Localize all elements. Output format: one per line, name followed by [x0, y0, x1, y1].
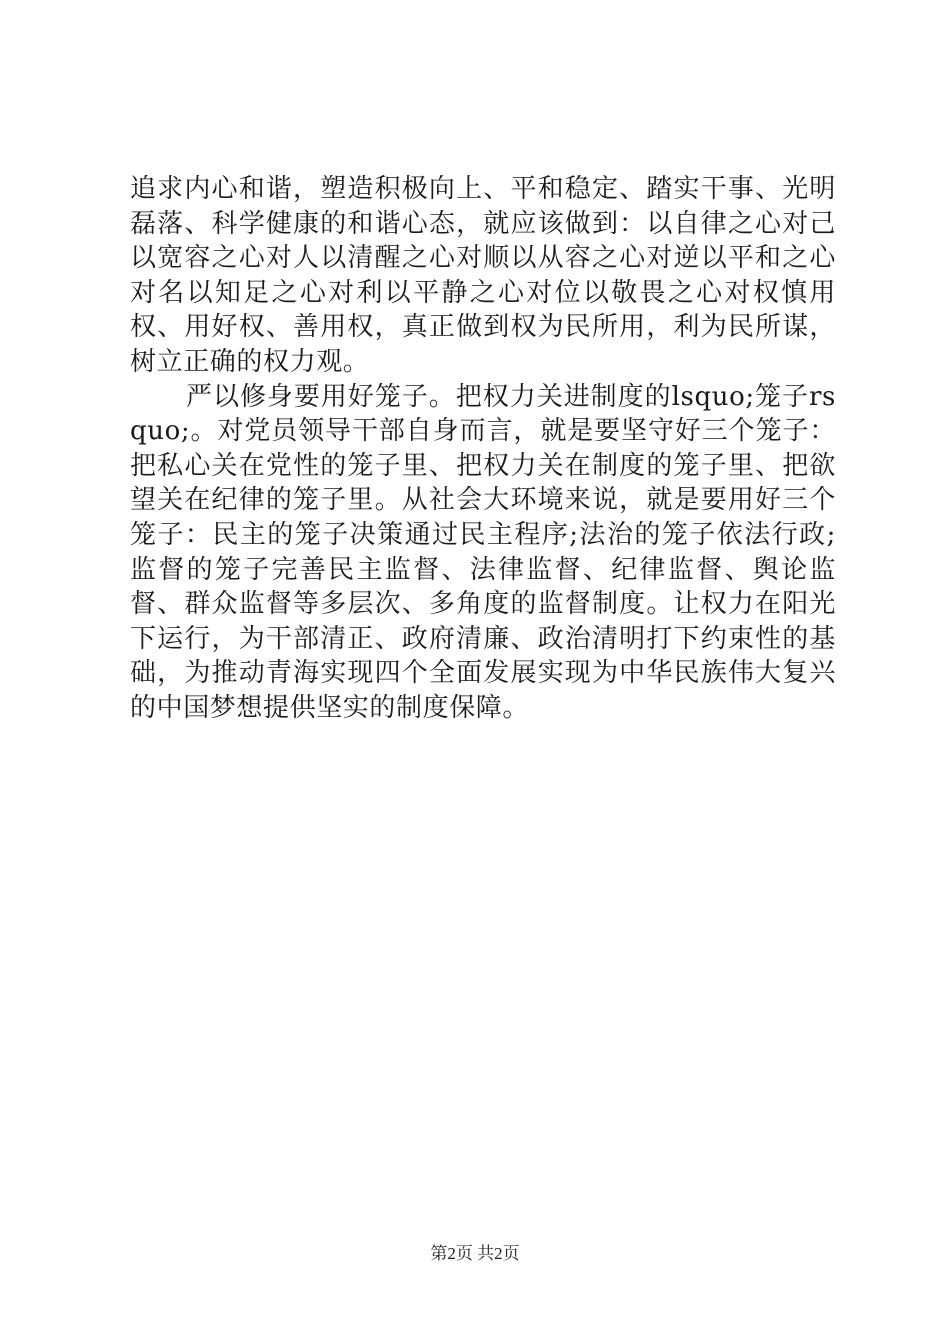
document-body — [130, 172, 836, 726]
paragraph-continued: 追求内心和谐，塑造积极向上、平和稳定、踏实干事、光明磊落、科学健康的和谐心态，就应该做到：以自律之心对己以宽容之心对人以清醒之心对顺以从容之心对逆以平和之心对名以知足之心对利以平静之心对位以敬畏之心对权慎用权、用好权、善用权，真正做到权为民所用，利为民所谋，树立正确的权力观。 — [130, 174, 836, 377]
paragraph-cage: 严以修身要用好笼子。把权力关进制度的lsquo;笼子rsquo;。对党员领导干部自身而言，就是要坚守好三个笼子：把私心关在党性的笼子里、把权力关在制度的笼子里、把欲望关在纪律的笼子里。从社会大环境来说，就是要用好三个笼子：民主的笼子决策通过民主程序;法治的笼子依法行政;监督的笼子完善民主监督、法律监督、纪律监督、舆论监督、群众监督等多层次、多角度的监督制度。让权力在阳光下运行，为干部清正、政府清廉、政治清明打下约束性的基础，为推动青海实现四个全面发展实现为中华民族伟大复兴的中国梦想提供坚实的制度保障。 — [130, 381, 836, 723]
page-number-footer: 第2页 共2页 — [430, 1244, 520, 1263]
